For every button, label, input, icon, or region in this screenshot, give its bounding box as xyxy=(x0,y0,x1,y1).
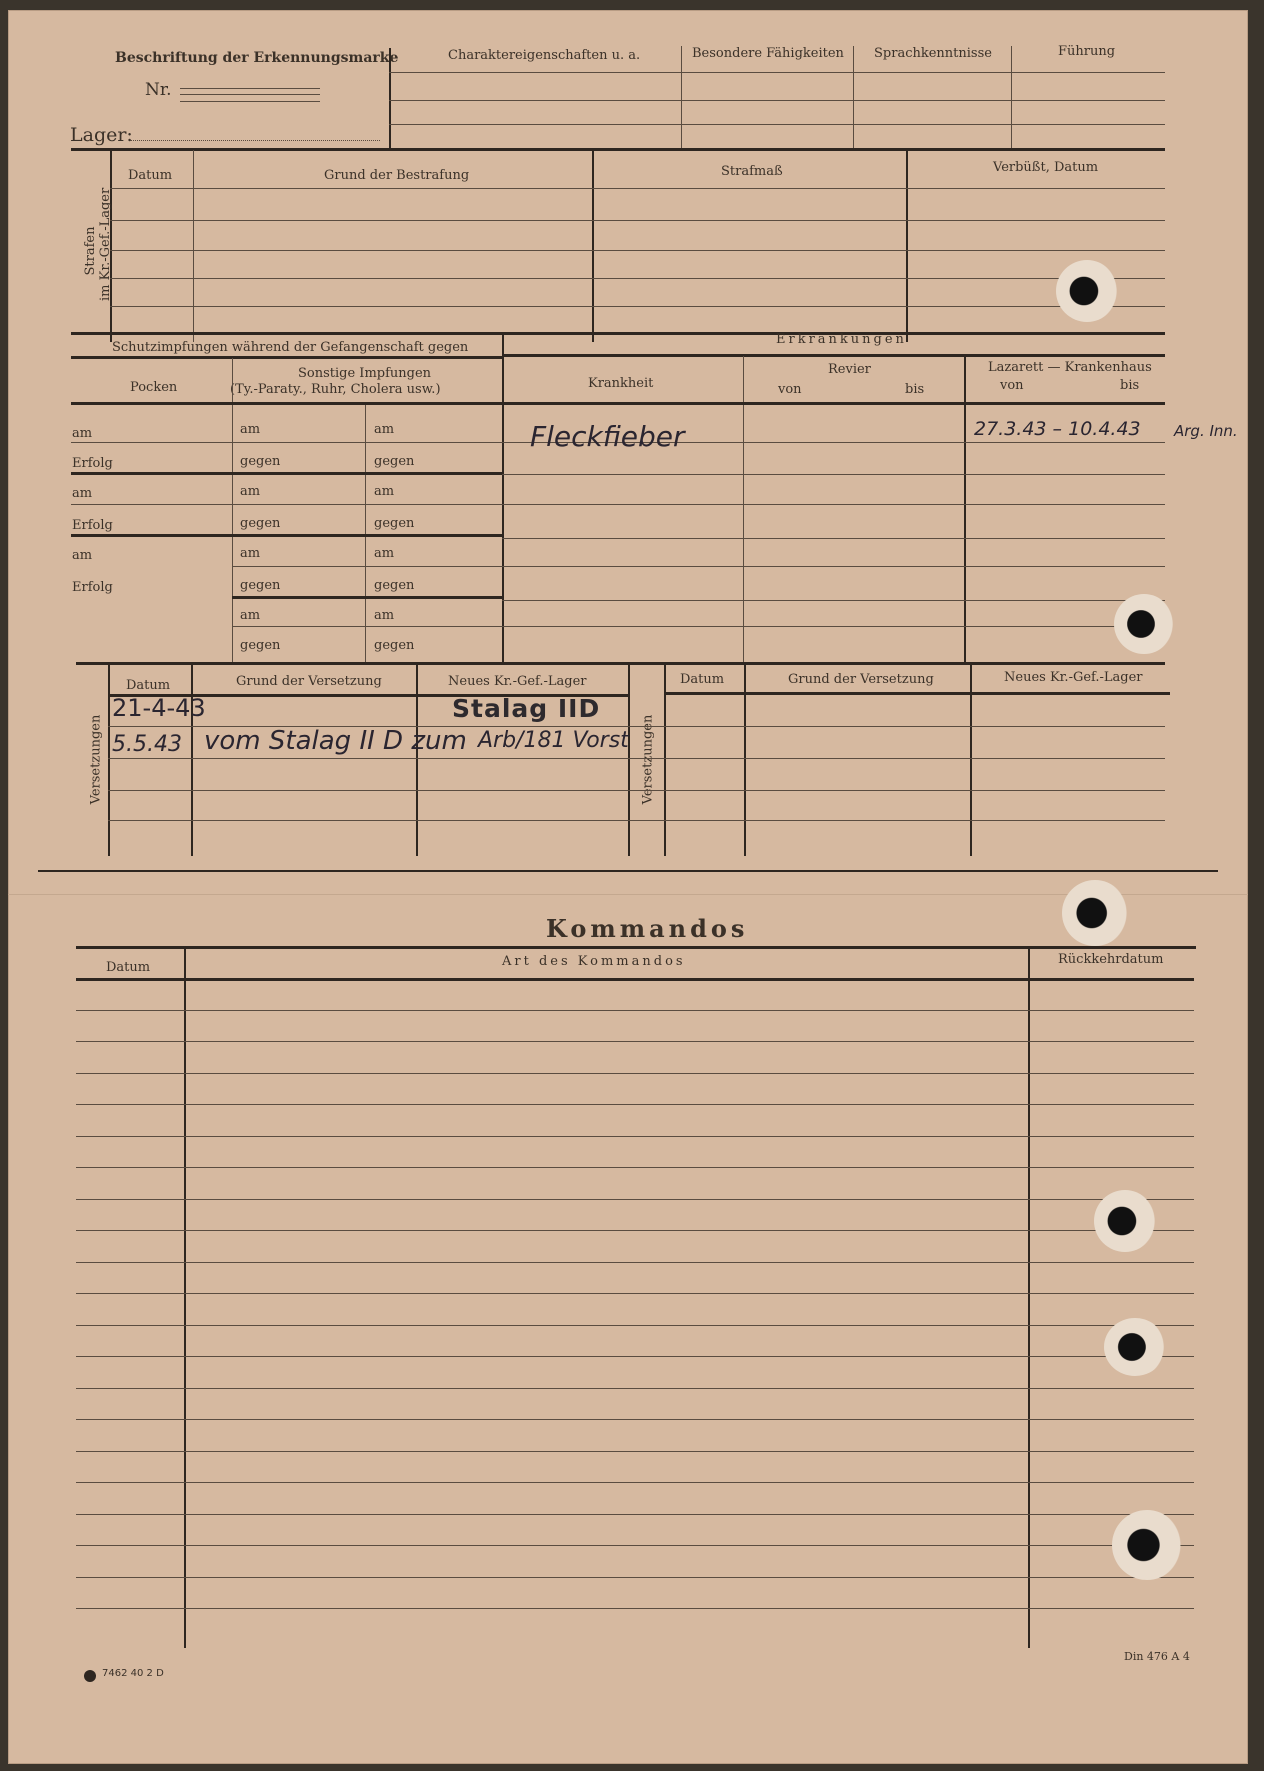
revier-bis-label: bis xyxy=(905,382,925,397)
nr-label: Nr. xyxy=(145,80,172,100)
impf-row: gegen xyxy=(240,638,281,653)
printer-mark-icon xyxy=(84,1670,96,1682)
col-faehigkeiten: Besondere Fähigkeiten xyxy=(692,46,844,61)
beschriftung-label: Beschriftung der Erkennungsmarke xyxy=(115,50,399,66)
punch-hole xyxy=(1094,1190,1156,1252)
pocken-row: Erfolg xyxy=(72,580,113,595)
kommandos-row-line xyxy=(76,1577,1194,1578)
strafen-col-datum: Datum xyxy=(128,168,173,183)
versetz-col-datum: Datum xyxy=(126,678,171,693)
krankheit-entry: Fleckfieber xyxy=(530,420,685,453)
punch-hole xyxy=(1056,260,1118,322)
kommandos-row-line xyxy=(76,1482,1194,1483)
erkrankungen-title: Erkrankungen xyxy=(776,332,907,347)
impf-row: am xyxy=(374,422,395,437)
pocken-row: am xyxy=(72,426,93,441)
pocken-row: am xyxy=(72,486,93,501)
kommandos-row-line xyxy=(76,1073,1194,1074)
versetz-lager-2: Arb/181 Vorst xyxy=(478,728,629,753)
kommandos-row-line xyxy=(76,1104,1194,1105)
kommandos-row-line xyxy=(76,1419,1194,1420)
strafen-col-grund: Grund der Bestrafung xyxy=(324,168,470,183)
lazarett-note-entry: Arg. Inn. xyxy=(1174,422,1238,440)
impf-row: gegen xyxy=(240,516,281,531)
versetz-grund-2: vom Stalag II D zum xyxy=(204,726,467,756)
kommandos-row-line xyxy=(76,1451,1194,1452)
versetz-col-grund: Grund der Versetzung xyxy=(236,674,382,689)
versetz-col-lager: Neues Kr.-Gef.-Lager xyxy=(448,674,587,689)
impf-row: gegen xyxy=(240,578,281,593)
impf-row: gegen xyxy=(374,578,415,593)
footer-din: Din 476 A 4 xyxy=(1124,1650,1190,1663)
lazarett-dates-entry: 27.3.43 – 10.4.43 xyxy=(974,418,1141,440)
kommandos-row-line xyxy=(76,1293,1194,1294)
lazarett-label: Lazarett — Krankenhaus xyxy=(988,360,1152,375)
kommandos-row-line xyxy=(76,1325,1194,1326)
kommandos-row-line xyxy=(76,1356,1194,1357)
punch-hole xyxy=(1112,1510,1182,1580)
impf-row: am xyxy=(240,422,261,437)
revier-von-label: von xyxy=(778,382,802,397)
impf-row: am xyxy=(240,546,261,561)
strafen-col-strafmass: Strafmaß xyxy=(721,164,783,179)
col-charakter: Charaktereigenschaften u. a. xyxy=(448,48,641,63)
kommandos-title: Kommandos xyxy=(546,914,749,943)
kommandos-row-line xyxy=(76,1010,1194,1011)
revier-label: Revier xyxy=(828,362,871,377)
impf-row: am xyxy=(240,484,261,499)
pocken-row: am xyxy=(72,548,93,563)
lazarett-bis-label: bis xyxy=(1120,378,1140,393)
punch-hole xyxy=(1104,1318,1166,1376)
impf-row: gegen xyxy=(374,516,415,531)
impf-row: gegen xyxy=(374,638,415,653)
kommandos-row-line xyxy=(76,978,1194,981)
impf-row: gegen xyxy=(374,454,415,469)
strafen-side-label: Strafen im Kr.-Gef.-Lager xyxy=(83,187,113,301)
krankheit-label: Krankheit xyxy=(588,376,654,391)
impf-row: gegen xyxy=(240,454,281,469)
col-fuehrung: Führung xyxy=(1058,44,1116,59)
col-sprachen: Sprachkenntnisse xyxy=(874,46,992,61)
versetz-datum-2: 5.5.43 xyxy=(112,732,182,757)
punch-hole xyxy=(1062,880,1128,946)
lager-label: Lager: xyxy=(70,124,133,146)
versetz-col-datum-2: Datum xyxy=(680,672,725,687)
footer-code: 7462 40 2 D xyxy=(102,1668,164,1679)
kommandos-row-line xyxy=(76,1514,1194,1515)
kommandos-row-line xyxy=(76,1041,1194,1042)
pocken-label: Pocken xyxy=(130,380,178,395)
form-sheet xyxy=(8,10,1248,1764)
strafen-col-verbuesst: Verbüßt, Datum xyxy=(993,160,1099,175)
versetzungen-side-label-right: Versetzungen xyxy=(640,714,656,805)
pocken-row: Erfolg xyxy=(72,456,113,471)
versetz-col-grund-2: Grund der Versetzung xyxy=(788,672,934,687)
lager-field xyxy=(130,140,380,141)
kommandos-row-line xyxy=(76,1545,1194,1546)
kommandos-row-line xyxy=(76,1167,1194,1168)
kommandos-row-line xyxy=(76,1230,1194,1231)
fold-line xyxy=(38,870,1218,872)
versetz-lager-1-stamp: Stalag IID xyxy=(452,694,601,723)
sonstige-sub-label: (Ty.-Paraty., Ruhr, Cholera usw.) xyxy=(230,382,441,397)
impf-row: am xyxy=(374,608,395,623)
kommandos-row-line xyxy=(76,1388,1194,1389)
kommandos-col-rueckkehr: Rückkehrdatum xyxy=(1058,952,1164,967)
impf-row: am xyxy=(374,484,395,499)
versetz-col-lager-2: Neues Kr.-Gef.-Lager xyxy=(1004,670,1143,685)
nr-field xyxy=(180,88,320,102)
versetzungen-side-label-left: Versetzungen xyxy=(88,714,104,805)
impf-row: am xyxy=(240,608,261,623)
versetz-datum-1: 21-4-43 xyxy=(112,694,206,722)
kommandos-row-line xyxy=(76,1262,1194,1263)
kommandos-row-line xyxy=(76,1608,1194,1609)
kommandos-row-line xyxy=(76,1136,1194,1137)
lazarett-von-label: von xyxy=(1000,378,1024,393)
kommandos-col-datum: Datum xyxy=(106,960,151,975)
kommandos-row-line xyxy=(76,1199,1194,1200)
pocken-row: Erfolg xyxy=(72,518,113,533)
punch-hole xyxy=(1114,594,1174,654)
kommandos-col-art: Art des Kommandos xyxy=(502,954,686,969)
impf-row: am xyxy=(374,546,395,561)
impf-title: Schutzimpfungen während der Gefangenschaft gegen xyxy=(112,340,469,355)
sonstige-label: Sonstige Impfungen xyxy=(298,366,432,381)
